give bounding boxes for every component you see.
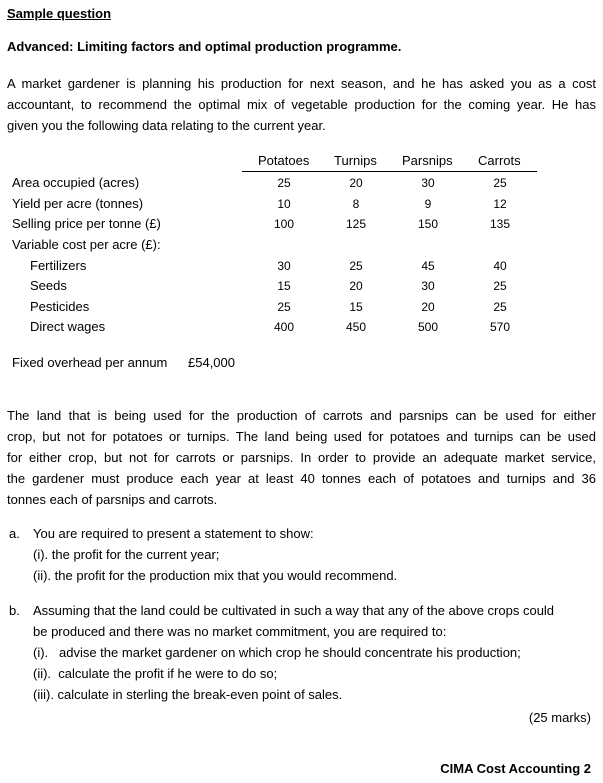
body-line: crop, but not for potatoes or turnips. The land being used for potatoes and turnips can be used [7, 429, 596, 444]
footer-source: CIMA Cost Accounting 2 [440, 761, 591, 776]
section-heading: Advanced: Limiting factors and optimal production programme. [7, 39, 402, 54]
body-paragraph [7, 405, 596, 510]
intro-paragraph [7, 73, 596, 136]
part-b-line: (ii). calculate the profit if he were to do so; [33, 666, 278, 681]
part-b-line: (i). advise the market gardener on which crop he should concentrate his production; [33, 645, 521, 660]
body-line: tonnes each of parsnips and carrots. [7, 492, 218, 507]
column-header-turnips: Turnips [334, 153, 377, 168]
table-cell: 20 [349, 176, 363, 190]
table-cell: 8 [352, 197, 360, 211]
table-cell: 500 [417, 320, 439, 334]
table-cell: 15 [349, 300, 363, 314]
part-a-line: (i). the profit for the current year; [33, 547, 220, 562]
table-cell: 20 [349, 279, 363, 293]
table-cell: 30 [421, 176, 435, 190]
table-cell: 45 [421, 259, 435, 273]
table-cell: 100 [273, 217, 295, 231]
part-b-line: (iii). calculate in sterling the break-even point of sales. [33, 687, 343, 702]
table-cell: 40 [493, 259, 507, 273]
table-cell: 25 [277, 300, 291, 314]
table-cell: 125 [345, 217, 367, 231]
column-header-potatoes: Potatoes [258, 153, 310, 168]
column-header-carrots: Carrots [478, 153, 521, 168]
body-line: the gardener must produce each year at least 40 tonnes each of potatoes and turnips and 36 [7, 471, 596, 486]
table-cell: 570 [489, 320, 511, 334]
marks-label: (25 marks) [528, 710, 591, 725]
table-cell: 135 [489, 217, 511, 231]
body-line: The land that is being used for the production of carrots and parsnips can be used for either [7, 408, 596, 423]
table-cell: 25 [277, 176, 291, 190]
part-a-marker: a. [9, 526, 20, 541]
table-cell: 30 [277, 259, 291, 273]
table-cell: 30 [421, 279, 435, 293]
row-label: Fertilizers [30, 258, 87, 273]
row-label: Area occupied (acres) [12, 175, 140, 190]
part-b-line: Assuming that the land could be cultivated in such a way that any of the above crops could [33, 603, 555, 618]
column-header-parsnips: Parsnips [402, 153, 453, 168]
part-a-line: You are required to present a statement to show: [33, 526, 314, 541]
row-label: Variable cost per acre (£): [12, 237, 161, 252]
table-cell: 25 [493, 279, 507, 293]
fixed-overhead-value: £54,000 [188, 355, 235, 370]
table-cell: 20 [421, 300, 435, 314]
header-underline [242, 171, 537, 172]
body-line: for either crop, but not for carrots or parsnips. In order to provide an adequate market service, [7, 450, 596, 465]
table-cell: 10 [277, 197, 291, 211]
intro-line: A market gardener is planning his production for next season, and he has asked you as a cost [7, 76, 596, 91]
part-a-line: (ii). the profit for the production mix that you would recommend. [33, 568, 398, 583]
table-cell: 25 [493, 300, 507, 314]
fixed-overhead-label: Fixed overhead per annum [12, 355, 168, 370]
table-cell: 25 [493, 176, 507, 190]
part-b-marker: b. [9, 603, 20, 618]
page-title: Sample question [7, 6, 112, 21]
row-label: Pesticides [30, 299, 90, 314]
intro-line: given you the following data relating to the current year. [7, 118, 326, 133]
row-label: Selling price per tonne (£) [12, 216, 161, 231]
table-cell: 25 [349, 259, 363, 273]
row-label: Yield per acre (tonnes) [12, 196, 144, 211]
intro-line: accountant, to recommend the optimal mix of vegetable production for the coming year. He has [7, 97, 596, 112]
part-b-line: be produced and there was no market commitment, you are required to: [33, 624, 447, 639]
row-label: Seeds [30, 278, 67, 293]
table-cell: 450 [345, 320, 367, 334]
table-cell: 15 [277, 279, 291, 293]
table-cell: 150 [417, 217, 439, 231]
table-cell: 400 [273, 320, 295, 334]
table-cell: 12 [493, 197, 507, 211]
row-label: Direct wages [30, 319, 106, 334]
table-cell: 9 [424, 197, 432, 211]
